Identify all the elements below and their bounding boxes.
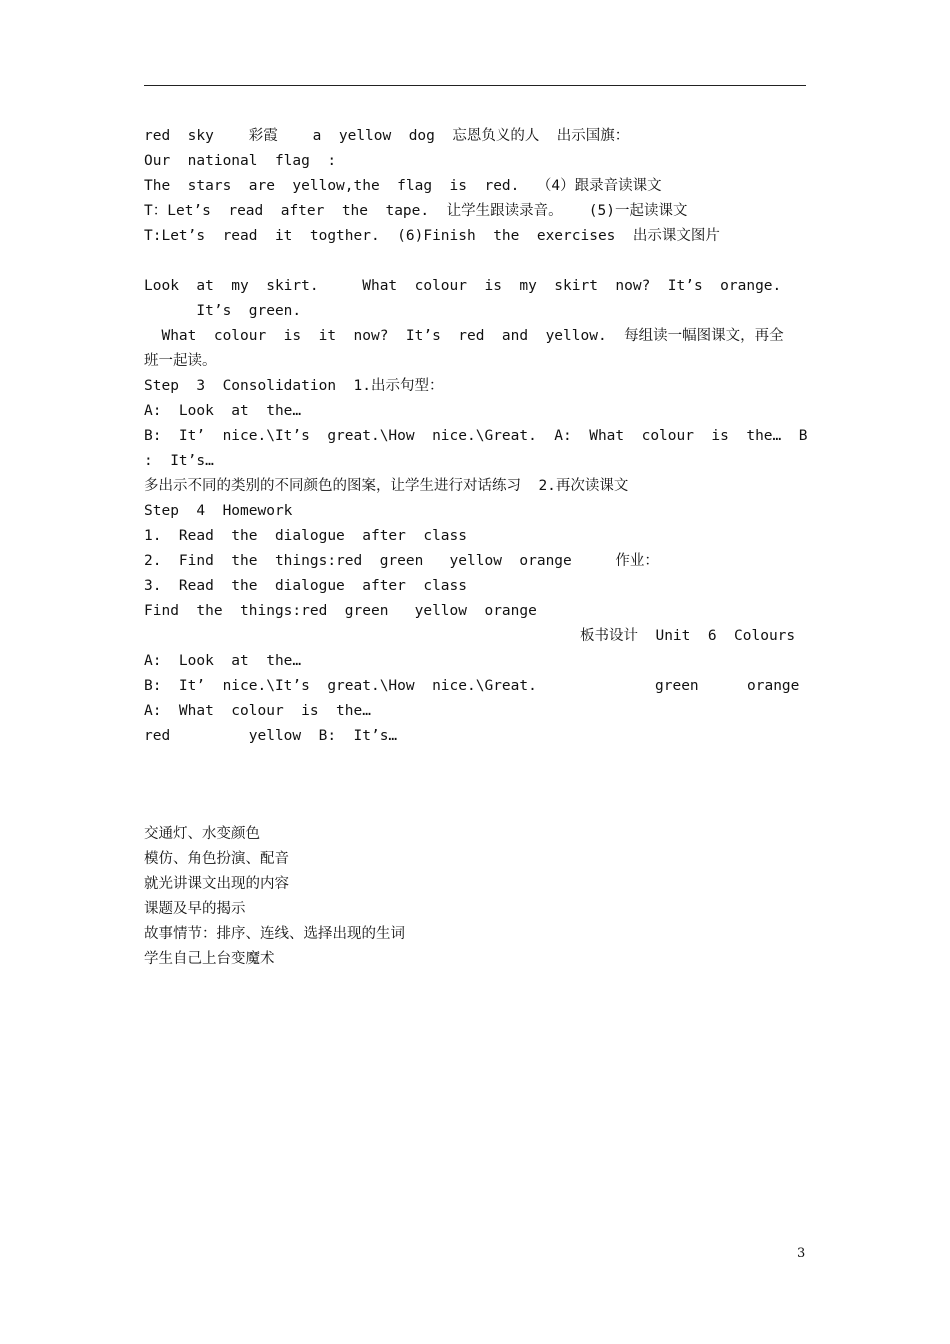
- text-line: A: Look at the…: [144, 653, 302, 669]
- text-line: A: Look at the…: [144, 403, 302, 419]
- page-number: 3: [797, 1246, 806, 1261]
- text-line: 2. Find the things:red green yellow orange 作业：: [144, 553, 659, 569]
- text-line: Step 4 Homework: [144, 503, 293, 519]
- text-line: The stars are yellow,the flag is red. （4）跟录音读课文: [144, 178, 662, 194]
- text-line: T:Let’s read it togther. (6)Finish the exercises 出示课文图片: [144, 228, 720, 244]
- header-rule: [144, 85, 806, 86]
- text-line: red yellow B: It’s…: [144, 728, 398, 744]
- text-line: red sky 彩霞 a yellow dog 忘恩负义的人 出示国旗：: [144, 128, 630, 144]
- text-line: It’s green.: [144, 303, 302, 319]
- note-line: 课题及早的揭示: [144, 901, 246, 917]
- text-line: Our national flag :: [144, 153, 337, 169]
- board-word-orange: orange: [747, 678, 800, 694]
- text-line: What colour is it now? It’s red and yellow. 每组读一幅图课文，再全: [144, 328, 784, 344]
- text-line: Find the things:red green yellow orange: [144, 603, 537, 619]
- text-line: 1. Read the dialogue after class: [144, 528, 468, 544]
- text-line: B: It’ nice.\It’s great.\How nice.\Great. A: What colour is the… B: [144, 428, 808, 444]
- note-line: 就光讲课文出现的内容: [144, 876, 289, 892]
- text-line: B: It’ nice.\It’s great.\How nice.\Great.: [144, 678, 537, 694]
- text-line: : It’s…: [144, 453, 214, 469]
- board-design-title: 板书设计 Unit 6 Colours: [580, 628, 796, 644]
- note-line: 模仿、角色扮演、配音: [144, 851, 289, 867]
- text-line: T：Let’s read after the tape. 让学生跟读录音。 (5)一起读课文: [144, 203, 688, 219]
- text-line: 多出示不同的类别的不同颜色的图案，让学生进行对话练习 2.再次读课文: [144, 478, 629, 494]
- text-line: Step 3 Consolidation 1.出示句型：: [144, 378, 444, 394]
- note-line: 学生自己上台变魔术: [144, 951, 275, 967]
- text-line: A: What colour is the…: [144, 703, 371, 719]
- text-line: 3. Read the dialogue after class: [144, 578, 468, 594]
- note-line: 交通灯、水变颜色: [144, 826, 260, 842]
- board-word-green: green: [655, 678, 699, 694]
- note-line: 故事情节：排序、连线、选择出现的生词: [144, 926, 405, 942]
- text-line: Look at my skirt. What colour is my skirt now? It’s orange.: [144, 278, 782, 294]
- text-line: 班一起读。: [144, 353, 217, 369]
